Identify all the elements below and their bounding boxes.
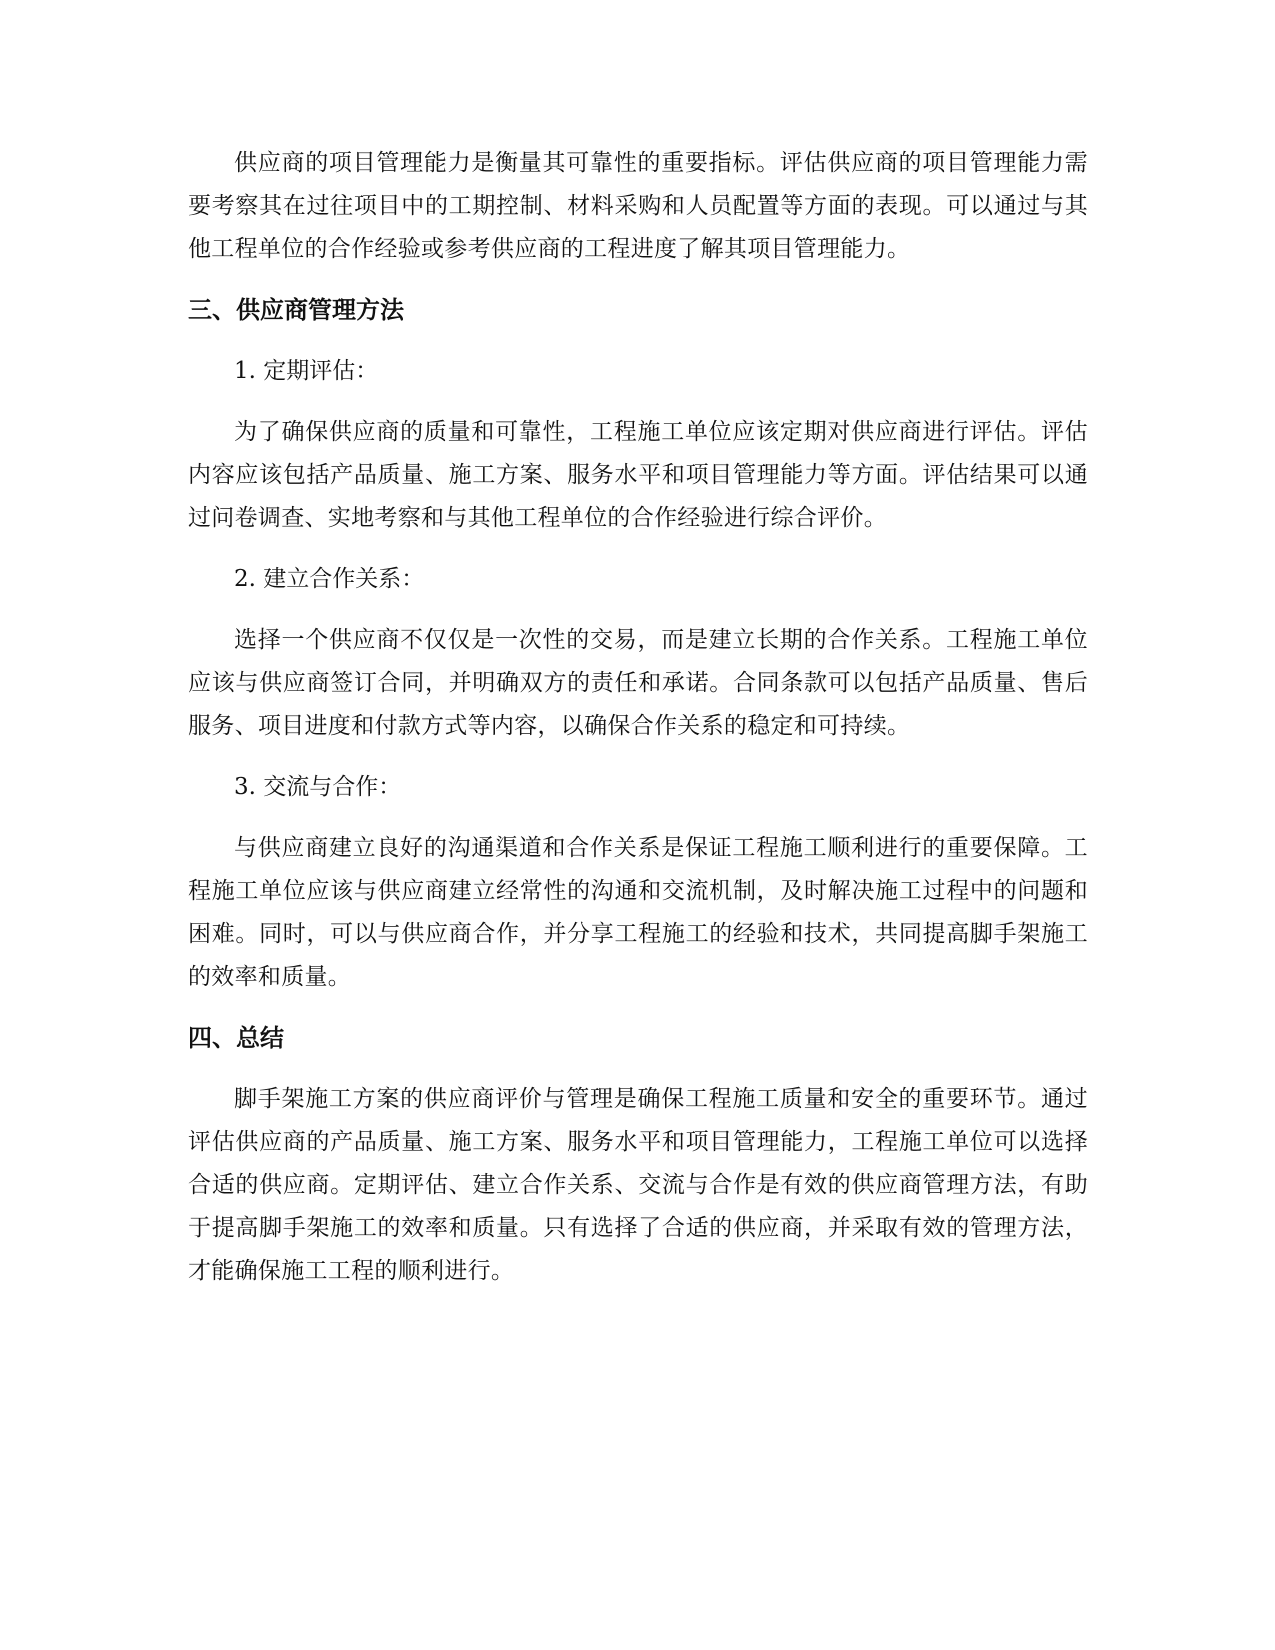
item-body-regular-evaluation: 为了确保供应商的质量和可靠性，工程施工单位应该定期对供应商进行评估。评估内容应该包括产品质量、施工方案、服务水平和项目管理能力等方面。评估结果可以通过问卷调查、实地考察和与其他工程单位的合作经验进行综合评价。 (188, 419, 1088, 531)
item-body-communication: 与供应商建立良好的沟通渠道和合作关系是保证工程施工顺利进行的重要保障。工程施工单位应该与供应商建立经常性的沟通和交流机制，及时解决施工过程中的问题和困难。同时，可以与供应商合作，并分享工程施工的经验和技术，共同提高脚手架施工的效率和质量。 (188, 835, 1088, 990)
section-heading-summary: 四、总结 (188, 1024, 284, 1052)
item-title-communication: 3. 交流与合作： (234, 774, 402, 800)
item-title-cooperation: 2. 建立合作关系： (234, 566, 425, 592)
intro-paragraph: 供应商的项目管理能力是衡量其可靠性的重要指标。评估供应商的项目管理能力需要考察其在过往项目中的工期控制、材料采购和人员配置等方面的表现。可以通过与其他工程单位的合作经验或参考供应商的工程进度了解其项目管理能力。 (188, 150, 1088, 262)
item-title-regular-evaluation: 1. 定期评估： (234, 358, 379, 384)
item-body-cooperation: 选择一个供应商不仅仅是一次性的交易，而是建立长期的合作关系。工程施工单位应该与供应商签订合同，并明确双方的责任和承诺。合同条款可以包括产品质量、售后服务、项目进度和付款方式等内容，以确保合作关系的稳定和可持续。 (188, 627, 1088, 739)
document-body (188, 142, 1088, 1311)
section-heading-management-methods: 三、供应商管理方法 (188, 296, 404, 324)
summary-paragraph: 脚手架施工方案的供应商评价与管理是确保工程施工质量和安全的重要环节。通过评估供应商的产品质量、施工方案、服务水平和项目管理能力，工程施工单位可以选择合适的供应商。定期评估、建立合作关系、交流与合作是有效的供应商管理方法，有助于提高脚手架施工的效率和质量。只有选择了合适的供应商，并采取有效的管理方法，才能确保施工工程的顺利进行。 (188, 1086, 1088, 1284)
